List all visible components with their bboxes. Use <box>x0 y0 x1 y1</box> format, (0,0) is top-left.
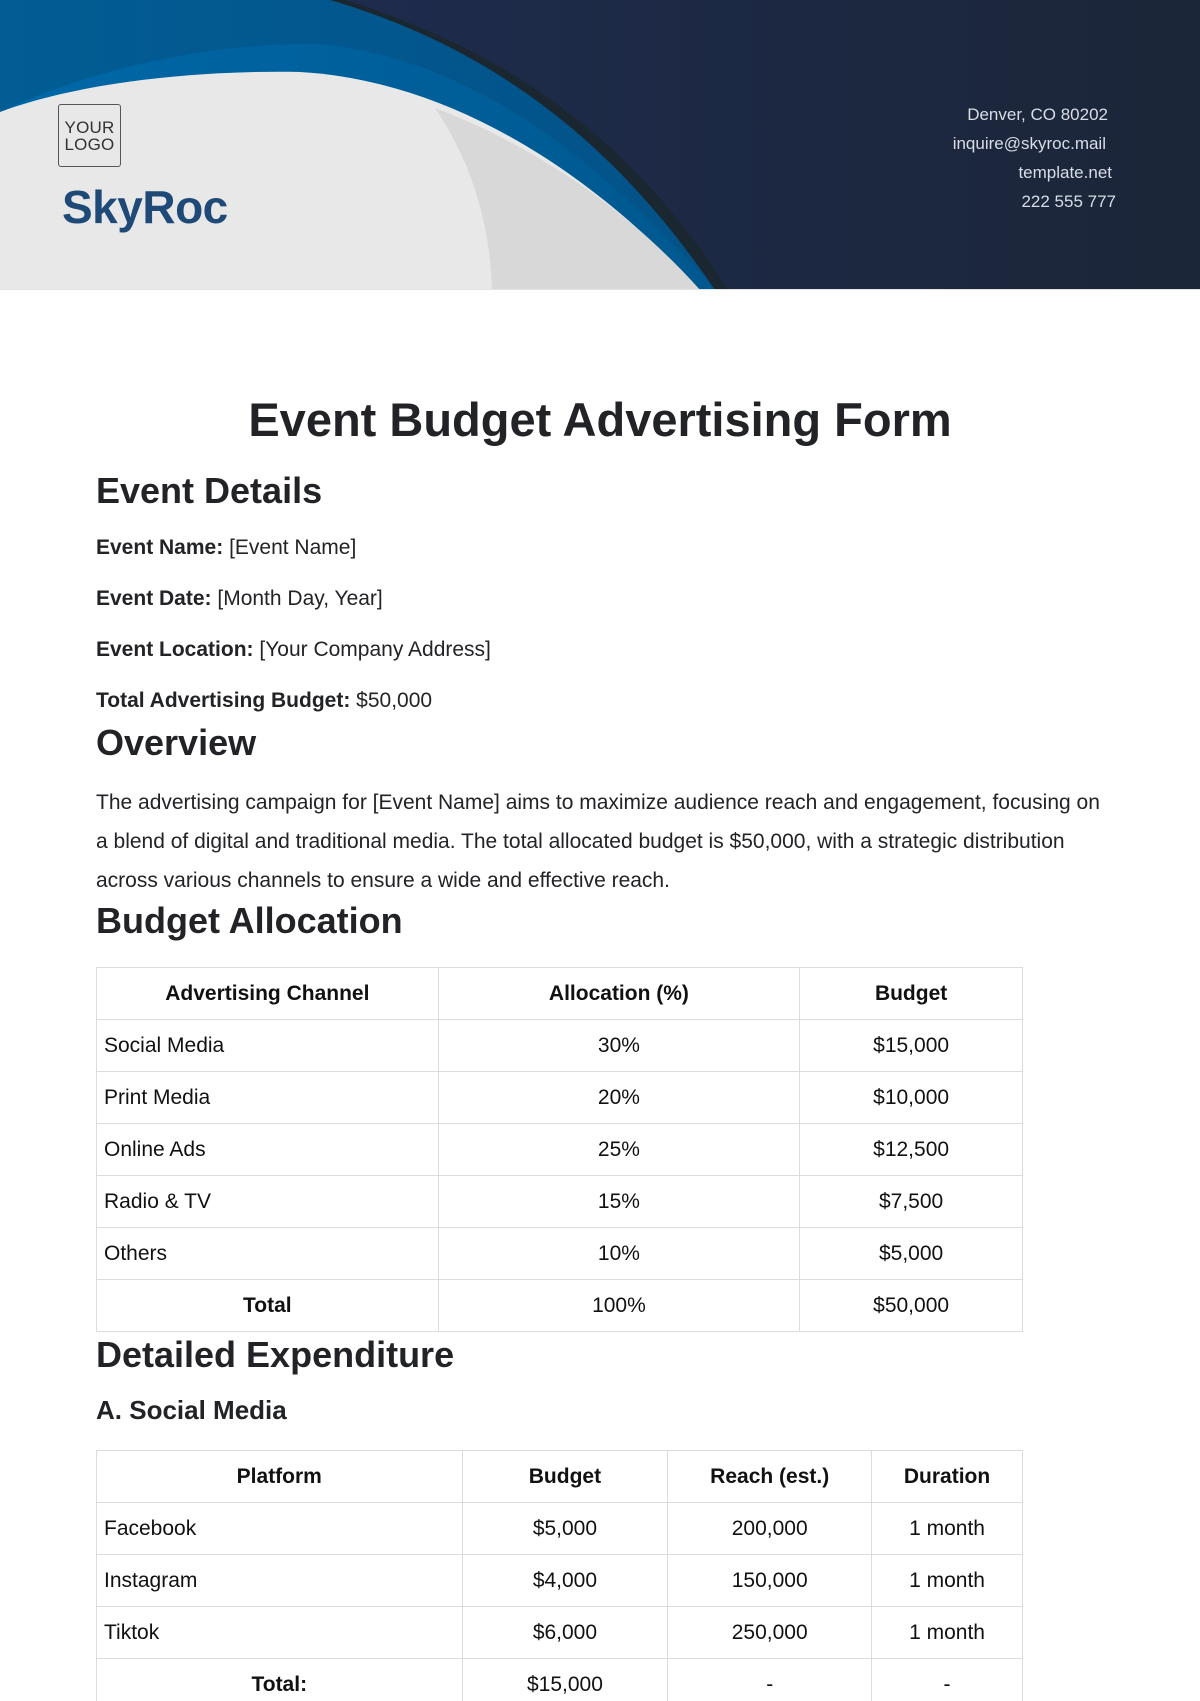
social-media-expenditure-table <box>96 1450 1023 1701</box>
channel-cell: Social Media <box>97 1020 439 1072</box>
reach-cell: 150,000 <box>668 1555 872 1607</box>
table-header-row <box>97 968 1023 1020</box>
contact-website: template.net <box>1018 163 1112 182</box>
event-location-value: [Your Company Address] <box>259 638 491 661</box>
allocation-cell: 30% <box>438 1020 800 1072</box>
contact-address: Denver, CO 80202 <box>967 105 1108 124</box>
contact-email: inquire@skyroc.mail <box>952 134 1106 153</box>
table-row <box>97 1020 1023 1072</box>
social-media-subheading: A. Social Media <box>96 1395 287 1425</box>
budget-allocation-heading: Budget Allocation <box>96 900 403 941</box>
table-total-row <box>97 1280 1023 1332</box>
event-details-heading: Event Details <box>96 470 323 511</box>
budget-cell: $15,000 <box>800 1020 1023 1072</box>
contact-info <box>952 100 1116 216</box>
total-allocation-cell: 100% <box>438 1280 800 1332</box>
page-title: Event Budget Advertising Form <box>248 393 952 446</box>
overview-paragraph: The advertising campaign for [Event Name] aims to maximize audience reach and engagement, focusing on a blend of digital and traditional media. The total allocated budget is $50,000, with a strategic distribution across various channels to ensure a wide and effective reach. <box>96 791 1100 892</box>
overview-heading: Overview <box>96 722 257 763</box>
event-date-value: [Month Day, Year] <box>217 587 383 610</box>
reach-cell: 200,000 <box>668 1503 872 1555</box>
channel-cell: Print Media <box>97 1072 439 1124</box>
budget-allocation-table <box>96 967 1023 1332</box>
event-location-field <box>96 638 491 662</box>
total-reach-cell: - <box>668 1659 872 1701</box>
event-date-label: Event Date: <box>96 587 212 610</box>
event-date-field <box>96 587 383 611</box>
budget-cell: $5,000 <box>462 1503 668 1555</box>
detailed-expenditure-heading: Detailed Expenditure <box>96 1334 455 1375</box>
column-header: Budget <box>462 1451 668 1503</box>
budget-cell: $10,000 <box>800 1072 1023 1124</box>
logo-text-line2: LOGO <box>64 134 115 154</box>
column-header: Budget <box>800 968 1023 1020</box>
allocation-cell: 25% <box>438 1124 800 1176</box>
reach-cell: 250,000 <box>668 1607 872 1659</box>
total-budget-field <box>96 689 432 713</box>
budget-cell: $7,500 <box>800 1176 1023 1228</box>
table-row <box>97 1228 1023 1280</box>
table-header-row <box>97 1451 1023 1503</box>
column-header: Advertising Channel <box>97 968 439 1020</box>
table-row <box>97 1176 1023 1228</box>
allocation-cell: 20% <box>438 1072 800 1124</box>
total-budget-value: $50,000 <box>356 689 433 712</box>
channel-cell: Radio & TV <box>97 1176 439 1228</box>
logo-placeholder <box>58 104 121 167</box>
event-name-label: Event Name: <box>96 536 224 559</box>
duration-cell: 1 month <box>872 1503 1023 1555</box>
platform-cell: Tiktok <box>97 1607 463 1659</box>
event-name-value: [Event Name] <box>229 536 357 559</box>
total-label-cell: Total: <box>97 1659 463 1701</box>
duration-cell: 1 month <box>872 1555 1023 1607</box>
allocation-cell: 15% <box>438 1176 800 1228</box>
channel-cell: Others <box>97 1228 439 1280</box>
budget-cell: $6,000 <box>462 1607 668 1659</box>
table-row <box>97 1124 1023 1176</box>
allocation-cell: 10% <box>438 1228 800 1280</box>
total-budget-label: Total Advertising Budget: <box>96 689 351 712</box>
budget-cell: $4,000 <box>462 1555 668 1607</box>
table-row <box>97 1503 1023 1555</box>
contact-phone: 222 555 777 <box>1021 192 1116 211</box>
event-location-label: Event Location: <box>96 638 254 661</box>
total-duration-cell: - <box>872 1659 1023 1701</box>
letterhead-banner <box>0 0 1200 290</box>
event-name-field <box>96 536 356 560</box>
column-header: Duration <box>872 1451 1023 1503</box>
total-label-cell: Total <box>97 1280 439 1332</box>
table-row <box>97 1072 1023 1124</box>
table-row <box>97 1555 1023 1607</box>
column-header: Reach (est.) <box>668 1451 872 1503</box>
platform-cell: Instagram <box>97 1555 463 1607</box>
duration-cell: 1 month <box>872 1607 1023 1659</box>
table-total-row <box>97 1659 1023 1701</box>
total-budget-cell: $15,000 <box>462 1659 668 1701</box>
platform-cell: Facebook <box>97 1503 463 1555</box>
total-budget-cell: $50,000 <box>800 1280 1023 1332</box>
channel-cell: Online Ads <box>97 1124 439 1176</box>
brand-name: SkyRoc <box>62 181 228 233</box>
budget-cell: $5,000 <box>800 1228 1023 1280</box>
logo-text-line1: YOUR <box>64 117 115 137</box>
table-row <box>97 1607 1023 1659</box>
column-header: Platform <box>97 1451 463 1503</box>
budget-cell: $12,500 <box>800 1124 1023 1176</box>
column-header: Allocation (%) <box>438 968 800 1020</box>
